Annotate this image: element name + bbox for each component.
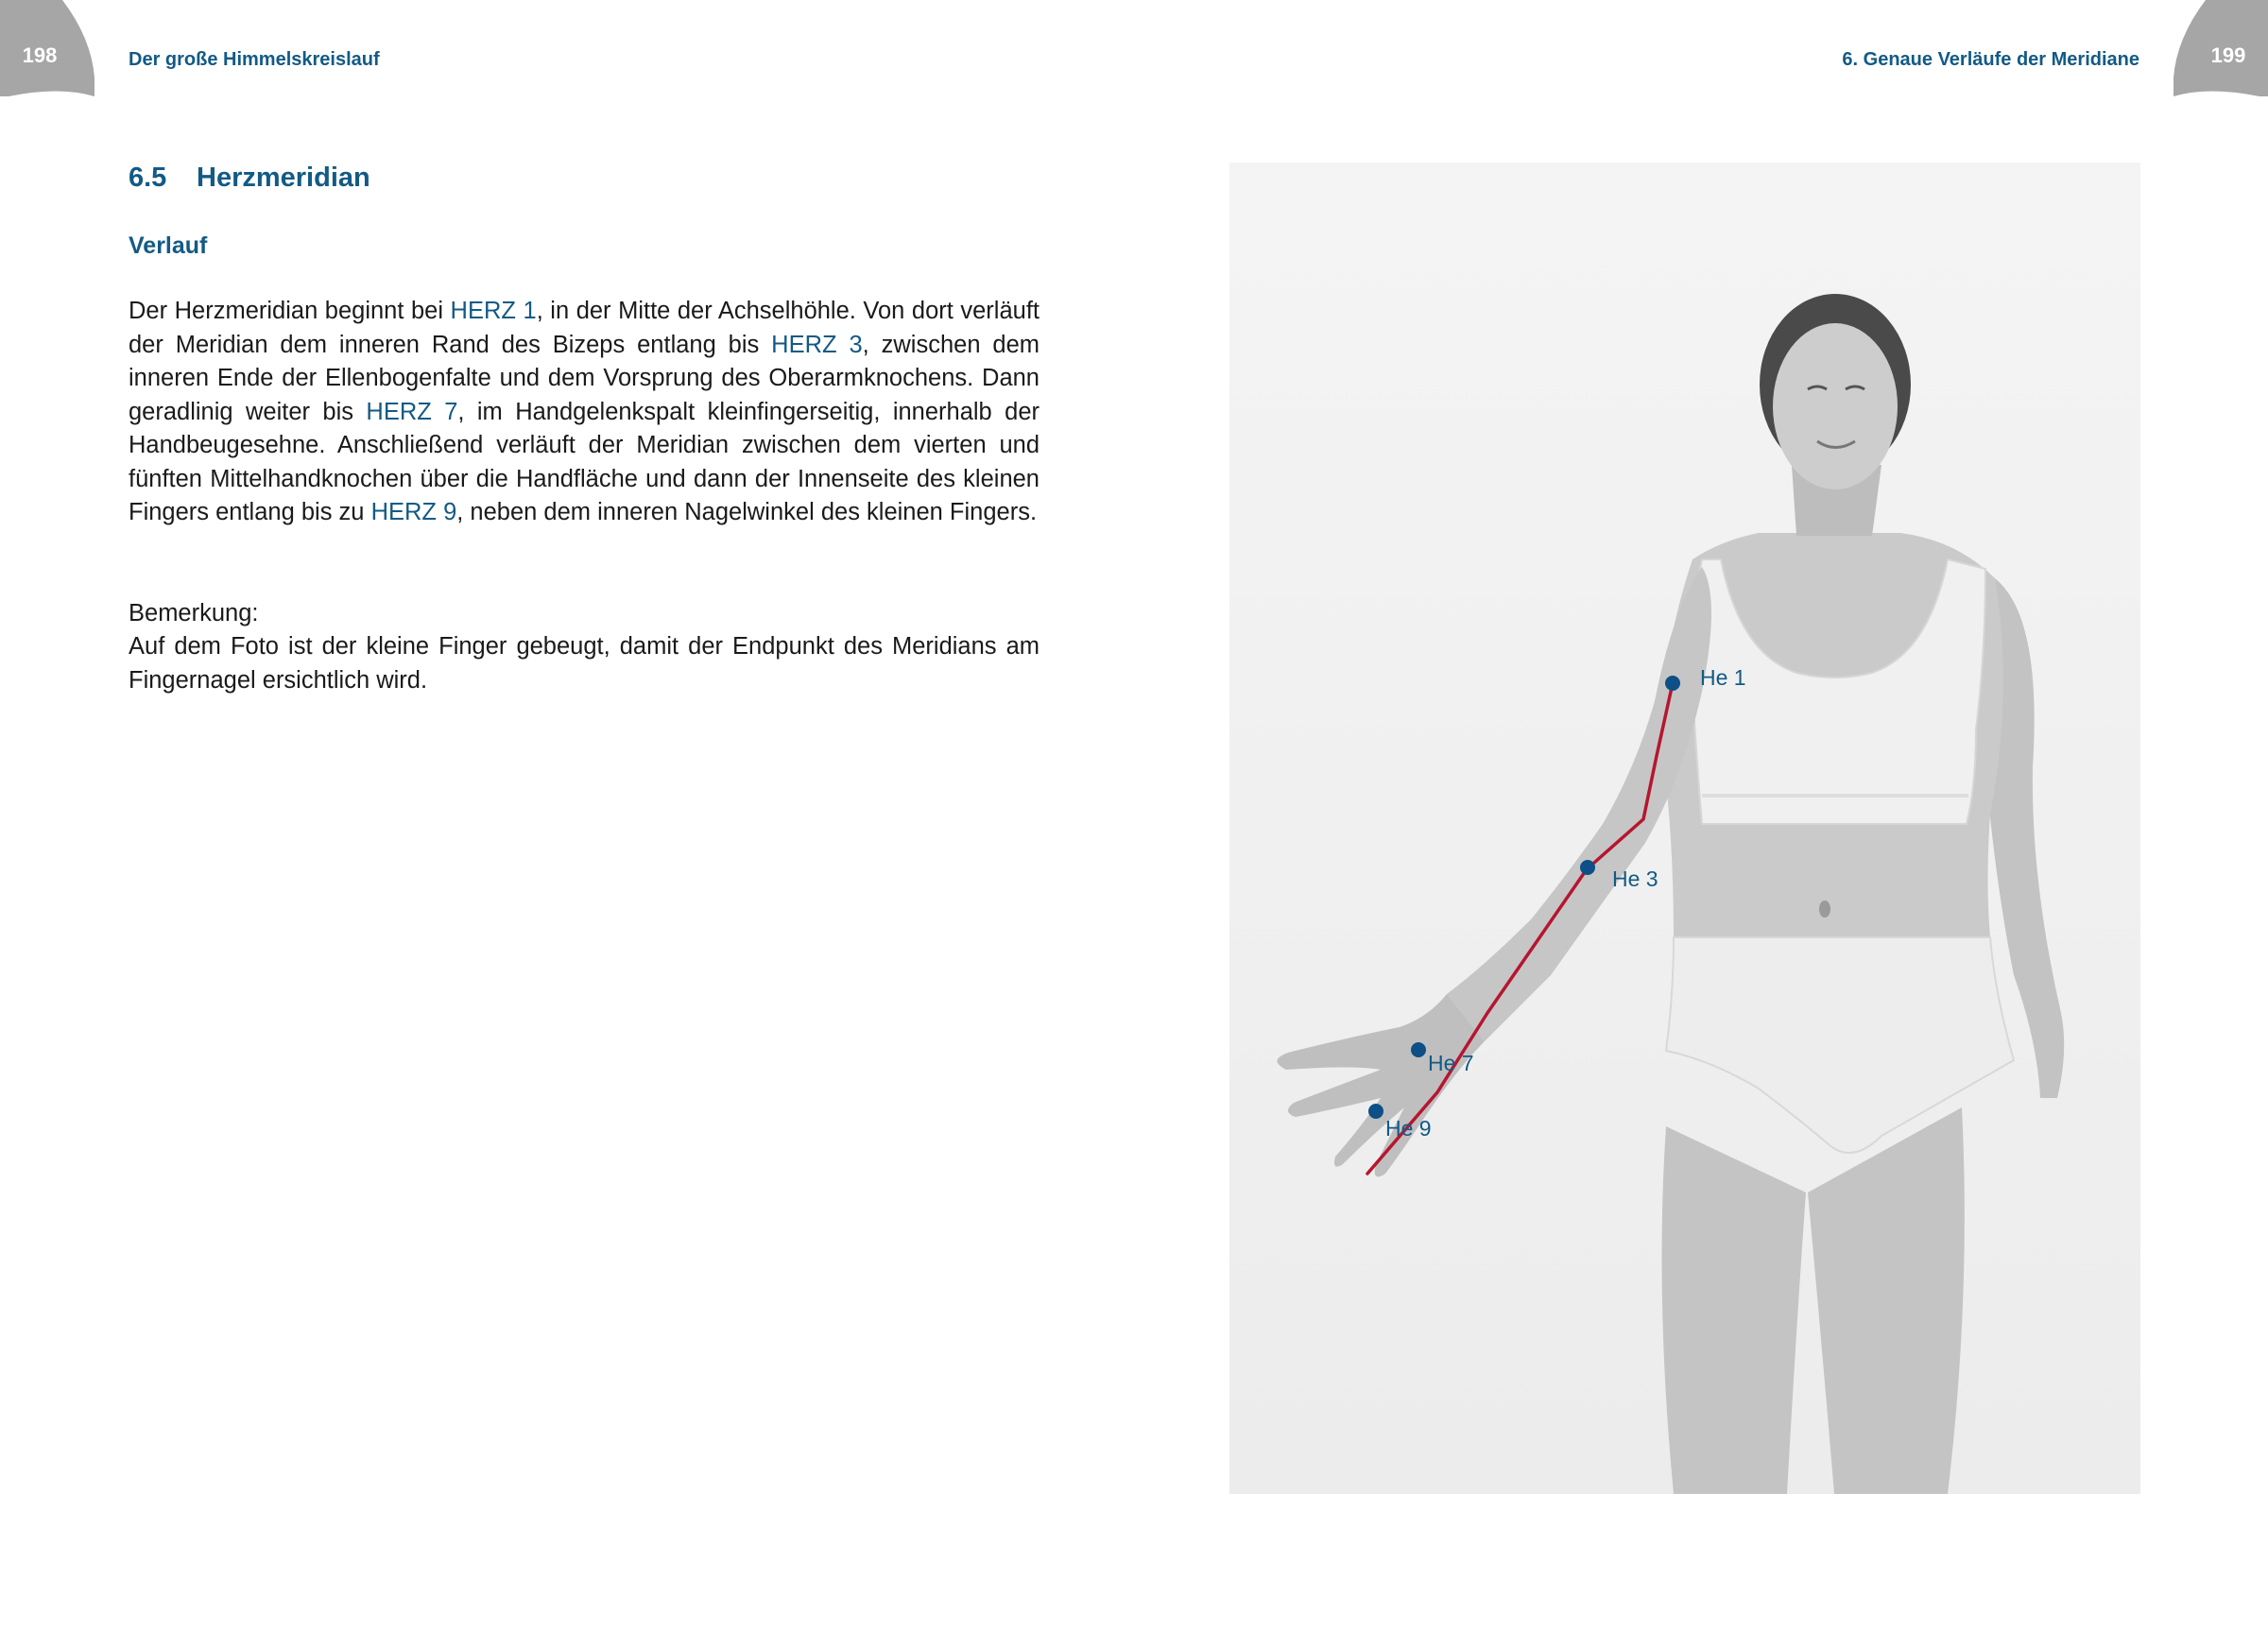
right-running-head: 6. Genaue Verläufe der Meridiane [1842,49,2139,70]
label-he1: He 1 [1700,665,1746,690]
body-illustration [1229,163,2140,1494]
note-label: Bemerkung: [129,600,259,626]
text-run: , neben dem inneren Nagelwinkel des kleinen Fingers. [456,499,1038,525]
section-title: Herzmeridian [197,163,370,193]
point-he3 [1580,860,1595,875]
subheading-verlauf: Verlauf [129,232,208,259]
note-text: Auf dem Foto ist der kleine Finger gebeugt, damit der Endpunkt des Meridians am Fingernagel ersichtlich wird. [129,633,1040,694]
text-run: Der Herzmeridian beginnt bei [129,298,451,324]
face [1773,323,1898,489]
left-page-tab [0,0,94,96]
left-running-head: Der große Himmelskreislauf [129,49,380,70]
section-heading [129,161,370,195]
label-he9: He 9 [1385,1116,1432,1141]
point-he7 [1411,1042,1426,1057]
label-he7: He 7 [1428,1051,1474,1075]
text-run: , in der Mitte der Achselhöhle. Von dort verläuft der Meridian dem inneren Rand des Bizeps entlang bis [129,298,1040,358]
text-run: , im Handgelenkspalt kleinfingerseitig, innerhalb der Handbeugesehne. Anschließend verläuft der Meridian zwischen dem vierten und fünften Mittelhandknochen über die Handfläche und dann der Innenseite des kleinen Fingers entlang bis zu [129,398,1040,525]
text-run: , zwischen dem inneren Ende der Ellenbogenfalte und dem Vorsprung des Oberarmknochens. Dann geradlinig weiter bis [129,331,1040,425]
paragraph-verlauf [129,295,1040,530]
left-page-number: 198 [22,43,58,67]
ref-herz-9: HERZ 9 [370,499,457,525]
right-page-number: 199 [2210,43,2246,67]
point-he9 [1368,1104,1383,1119]
point-he1 [1665,676,1680,691]
label-he3: He 3 [1612,866,1658,891]
right-page-tab [2174,0,2268,96]
meridian-figure [1229,163,2140,1494]
ref-herz-7: HERZ 7 [366,398,458,425]
section-number: 6.5 [129,163,167,193]
ref-herz-1: HERZ 1 [450,298,537,324]
ref-herz-3: HERZ 3 [771,331,863,358]
